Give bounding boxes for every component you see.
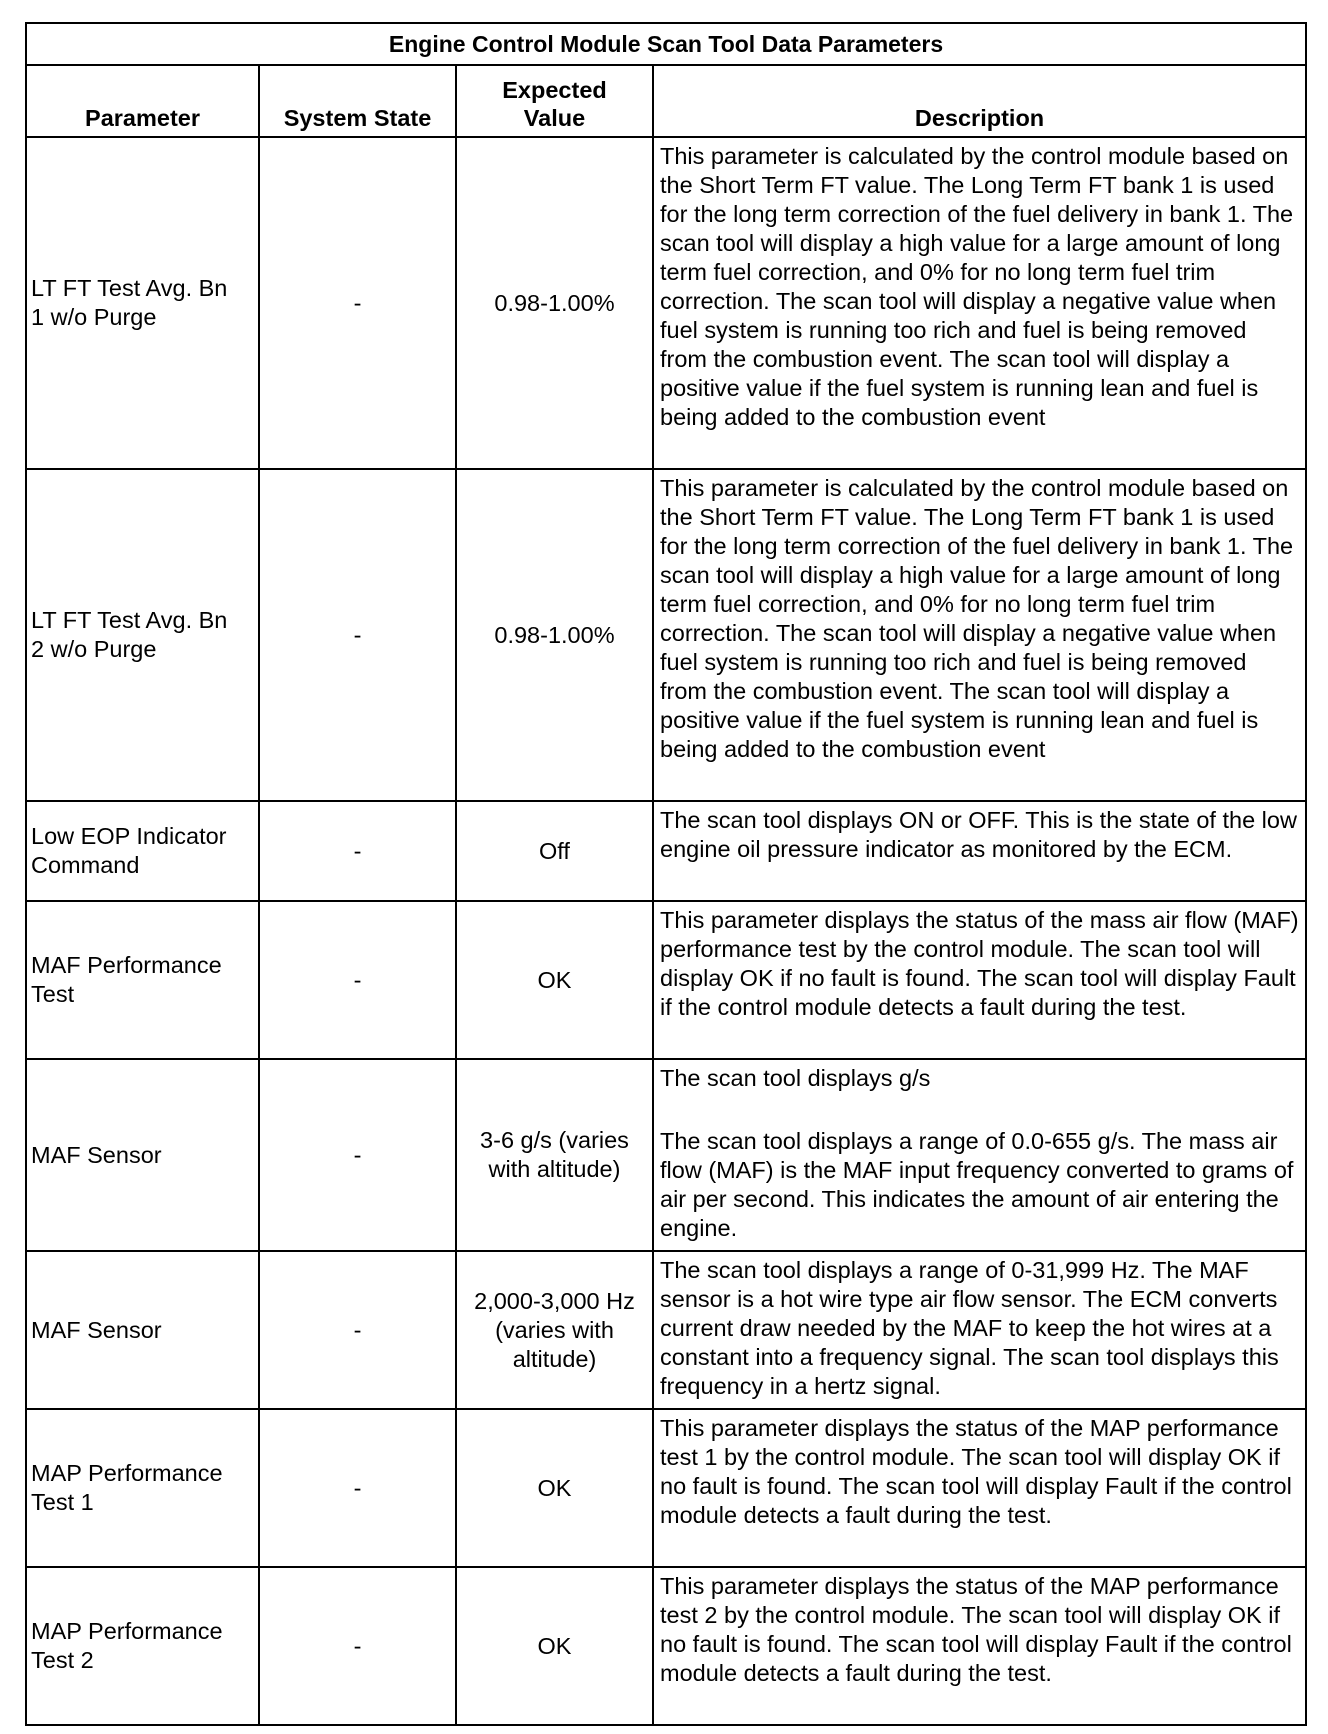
description-cell: This parameter displays the status of the mass air flow (MAF) performance test by the control module. The scan tool will display OK if no fault is found. The scan tool will display Fault if the control module detects a fault during the test. [653,901,1306,1059]
table-header-row [26,65,1306,137]
description-cell: The scan tool displays a range of 0-31,999 Hz. The MAF sensor is a hot wire type air flow sensor. The ECM converts current draw needed by the MAF to keep the hot wires at a constant into a frequency signal. The scan tool displays this frequency in a hertz signal. [653,1251,1306,1409]
table-row [26,1567,1306,1725]
parameter-cell: MAP Performance Test 2 [26,1567,259,1725]
expected-value-cell: 0.98-1.00% [456,137,653,469]
scan-tool-data-table [25,22,1307,1726]
parameter-cell: MAF Sensor [26,1059,259,1251]
description-cell: This parameter displays the status of the MAP performance test 1 by the control module. The scan tool will display OK if no fault is found. The scan tool will display Fault if the control module detects a fault during the test. [653,1409,1306,1567]
expected-value-cell: 3-6 g/s (varies with altitude) [456,1059,653,1251]
system-state-cell: - [259,801,456,901]
table-title: Engine Control Module Scan Tool Data Parameters [26,23,1306,65]
parameter-cell: LT FT Test Avg. Bn 1 w/o Purge [26,137,259,469]
table-row [26,1409,1306,1567]
table-row [26,1059,1306,1251]
header-description: Description [653,65,1306,137]
system-state-cell: - [259,1251,456,1409]
system-state-cell: - [259,901,456,1059]
table-row [26,801,1306,901]
header-parameter: Parameter [26,65,259,137]
expected-value-cell: OK [456,1567,653,1725]
description-cell: This parameter is calculated by the control module based on the Short Term FT value. The Long Term FT bank 1 is used for the long term correction of the fuel delivery in bank 1. The scan tool will display a high value for a large amount of long term fuel correction, and 0% for no long term fuel trim correction. The scan tool will display a negative value when fuel system is running too rich and fuel is being removed from the combustion event. The scan tool will display a positive value if the fuel system is running lean and fuel is being added to the combustion event [653,469,1306,801]
table-row [26,1251,1306,1409]
expected-value-cell: OK [456,1409,653,1567]
parameter-cell: MAF Performance Test [26,901,259,1059]
header-expected-value: Expected Value [456,65,653,137]
expected-value-cell: 0.98-1.00% [456,469,653,801]
expected-value-cell: Off [456,801,653,901]
description-line: The scan tool displays g/s [660,1065,931,1091]
header-system-state: System State [259,65,456,137]
description-cell: The scan tool displays ON or OFF. This is the state of the low engine oil pressure indicator as monitored by the ECM. [653,801,1306,901]
parameter-cell: MAP Performance Test 1 [26,1409,259,1567]
system-state-cell: - [259,1409,456,1567]
system-state-cell: - [259,137,456,469]
expected-value-cell: OK [456,901,653,1059]
table-title-row [26,23,1306,65]
table-row [26,901,1306,1059]
system-state-cell: - [259,1567,456,1725]
table-row [26,137,1306,469]
table-row [26,469,1306,801]
parameter-cell: LT FT Test Avg. Bn 2 w/o Purge [26,469,259,801]
system-state-cell: - [259,1059,456,1251]
system-state-cell: - [259,469,456,801]
parameter-cell: MAF Sensor [26,1251,259,1409]
expected-value-cell: 2,000-3,000 Hz (varies with altitude) [456,1251,653,1409]
description-cell: This parameter displays the status of the MAP performance test 2 by the control module. The scan tool will display OK if no fault is found. The scan tool will display Fault if the control module detects a fault during the test. [653,1567,1306,1725]
description-cell [653,1059,1306,1251]
description-paragraph: The scan tool displays a range of 0.0-655 g/s. The mass air flow (MAF) is the MAF input frequency converted to grams of air per second. This indicates the amount of air entering the engine. [660,1128,1294,1241]
description-cell: This parameter is calculated by the control module based on the Short Term FT value. The Long Term FT bank 1 is used for the long term correction of the fuel delivery in bank 1. The scan tool will display a high value for a large amount of long term fuel correction, and 0% for no long term fuel trim correction. The scan tool will display a negative value when fuel system is running too rich and fuel is being removed from the combustion event. The scan tool will display a positive value if the fuel system is running lean and fuel is being added to the combustion event [653,137,1306,469]
description-spacer [660,1093,1299,1127]
parameter-cell: Low EOP Indicator Command [26,801,259,901]
